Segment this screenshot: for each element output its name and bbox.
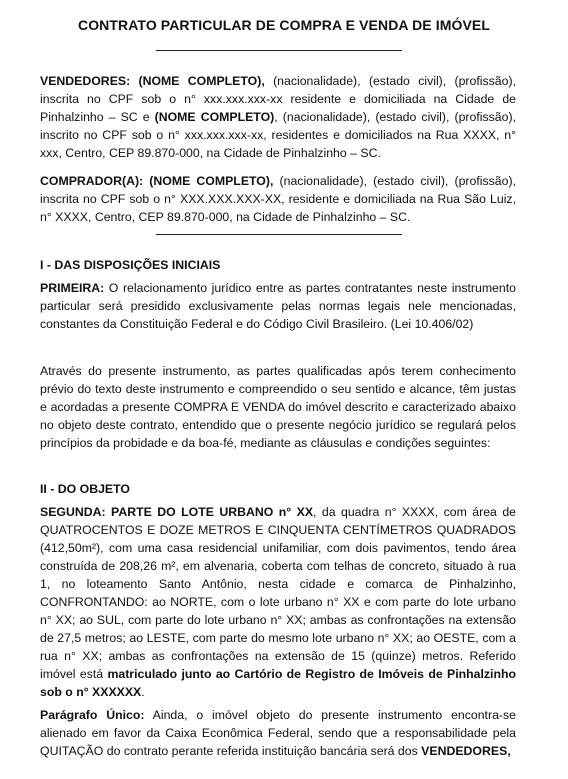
segunda-text: , da quadra n° XXXX, com área de QUATROCENTOS E DOZE METROS E CINQUENTA CENTÍMETROS QUADRADOS (412,50m²), com uma casa residencial unifamiliar, com dois pavimentos, tendo área construída de 208,26 m², em alvenaria, coberta com telhas de concreto, situado à rua 1, no loteamento Santo Antônio, nesta cidade e comarca de Pinhalzinho, CONFRONTANDO: ao NORTE, com o lote urbano n° XX e com parte do lote urbano n° XX; ao SUL, com parte do lote urbano n° XX; ambas as confrontações na extensão de 27,5 metros; ao LESTE, com parte do mesmo lote urbano n° XX; ao OESTE, com a rua n° XX; ambas as confrontações na extensão de 15 (quinze) metros. Referido imóvel está xyxy=(40,505,516,681)
vendedores-paragraph xyxy=(40,72,516,162)
primeira-label: PRIMEIRA: xyxy=(40,281,105,295)
paragrafo-unico xyxy=(40,706,516,760)
vendedores-text-2: , (nacionalidade), (estado civil), (profissão), inscrito no CPF sob o n° xxx.xxx.xxx-xx, residentes e domiciliados na Rua XXXX, n° xxx, Centro, CEP 89.870-000, na Cidade de Pinhalzinho – SC. xyxy=(40,110,516,160)
section-1-heading: I - DAS DISPOSIÇÕES INICIAIS xyxy=(40,258,221,272)
clause-segunda xyxy=(40,503,516,701)
comprador-text: (nacionalidade), (estado civil), (profissão), inscrita no CPF sob o n° XXX.XXX.XXX-XX, residente e domiciliada na Rua São Luiz, n° XXXX, Centro, CEP 89.870-000, na Cidade de Pinhalzinho – SC. xyxy=(40,174,516,224)
matricula-text: matriculado junto ao Cartório de Registro de Imóveis de Pinhalzinho sob o n° XXXXXX xyxy=(40,667,516,699)
preamble-paragraph: Através do presente instrumento, as partes qualificadas após terem conhecimento prévio do texto deste instrumento e compreendido o seu sentido e alcance, têm justas e acordadas a presente COMPRA E VENDA do imóvel descrito e caracterizado abaixo no objeto deste contrato, entendido que o presente negócio jurídico se regulará pelos princípios da probidade e da boa-fé, mediante as cláusulas e condições seguintes: xyxy=(40,364,516,450)
title-underline xyxy=(156,50,402,51)
unico-text: Ainda, o imóvel objeto do presente instrumento encontra-se alienado em favor da Caixa Econômica Federal, sendo que a responsabilidade pela QUITAÇÃO do contrato perante referida instituição bancária será dos xyxy=(40,708,516,758)
comprador-label: COMPRADOR(A): (NOME COMPLETO), xyxy=(40,174,274,188)
vendedores-text: (nacionalidade), (estado civil), (profissão), inscrita no CPF sob o n° xxx.xxx.xxx-xx residente e domiciliada na Cidade de Pinhalzinho – SC e xyxy=(40,74,516,124)
segunda-label: SEGUNDA: PARTE DO LOTE URBANO n° XX xyxy=(40,505,314,519)
section-2-heading: II - DO OBJETO xyxy=(40,482,130,496)
unico-vendedores: VENDEDORES, xyxy=(421,744,511,758)
unico-label: Parágrafo Único: xyxy=(40,708,145,722)
parties-divider xyxy=(156,234,402,235)
primeira-text: O relacionamento jurídico entre as partes contratantes neste instrumento particular será presidido exclusivamente pelas normas legais nele mencionadas, constantes da Constituição Federal e do Código Civil Brasileiro. (Lei 10.406/02) xyxy=(40,281,516,331)
contract-title: CONTRATO PARTICULAR DE COMPRA E VENDA DE IMÓVEL xyxy=(77,17,490,33)
vendedores-label: VENDEDORES: (NOME COMPLETO), xyxy=(40,74,265,88)
clause-primeira xyxy=(40,279,516,333)
matricula-end: . xyxy=(141,685,145,699)
comprador-paragraph xyxy=(40,172,516,226)
vendedor-2-name: (NOME COMPLETO) xyxy=(154,110,275,124)
